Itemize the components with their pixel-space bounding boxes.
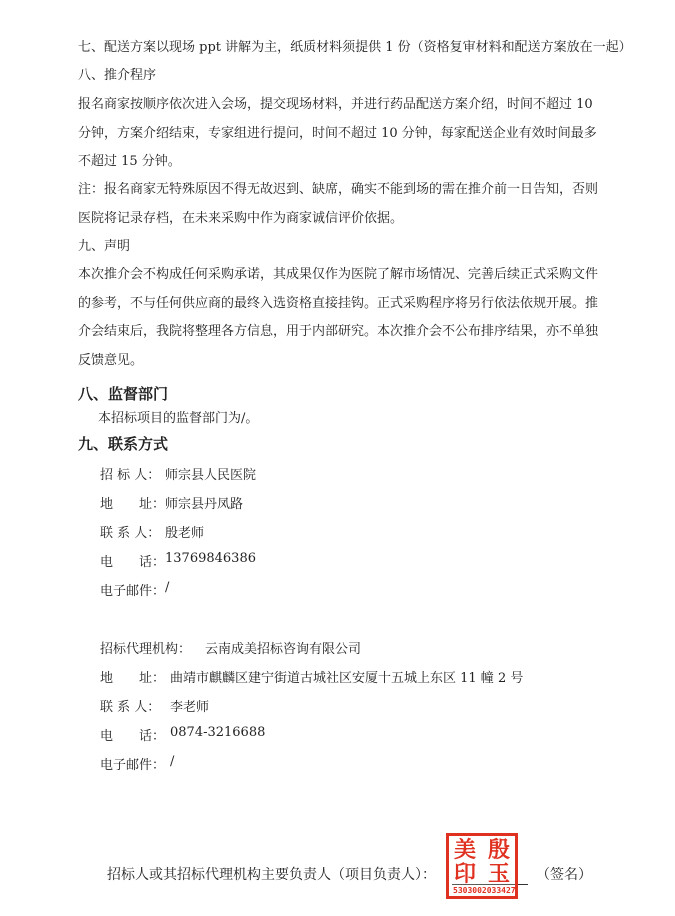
red-seal-stamp: [446, 833, 518, 899]
section-heading: 九、声明: [78, 239, 131, 254]
tenderer-address-label: 地 址：: [100, 497, 166, 512]
agency-phone: 0874-3216688: [170, 725, 266, 740]
tenderer-name: 师宗县人民医院: [165, 468, 257, 483]
doc-line: 反馈意见。: [78, 353, 144, 368]
doc-line: 本次推介会不构成任何采购承诺，其成果仅作为医院了解市场情况、完善后续正式采购文件: [78, 267, 599, 282]
note-line: 医院将记录存档，在未来采购中作为商家诚信评价依据。: [78, 211, 404, 226]
tenderer-contact: 殷老师: [165, 526, 205, 541]
tenderer-email: /: [165, 580, 170, 595]
stamp-char: 美: [454, 838, 477, 863]
stamp-char: 殷: [488, 838, 511, 863]
signature-label: 招标人或其招标代理机构主要负责人（项目负责人）：: [107, 867, 436, 883]
stamp-char: 印: [454, 862, 477, 887]
tenderer-label: 招 标 人：: [100, 468, 161, 483]
doc-line: 介会结束后，我院将整理各方信息，用于内部研究。本次推介会不公布排序结果，亦不单独: [78, 324, 599, 339]
tenderer-address: 师宗县丹凤路: [165, 497, 244, 512]
agency-phone-label: 电 话：: [100, 729, 166, 744]
tenderer-phone-label: 电 话：: [100, 555, 166, 570]
doc-line: 分钟，方案介绍结束，专家组进行提问，时间不超过 10 分钟，每家配送企业有效时间最多: [78, 126, 597, 141]
doc-line: 七、配送方案以现场 ppt 讲解为主，纸质材料须提供 1 份（资格复审材料和配送方案放在一起）: [78, 40, 632, 55]
agency-email-label: 电子邮件：: [100, 758, 166, 773]
section-heading: 八、推介程序: [78, 68, 157, 83]
supervision-heading: 八、监督部门: [78, 385, 169, 403]
agency-contact-label: 联 系 人：: [100, 700, 161, 715]
doc-line: 报名商家按顺序依次进入会场，提交现场材料，并进行药品配送方案介绍，时间不超过 10: [78, 97, 593, 112]
tenderer-phone: 13769846386: [165, 551, 256, 566]
agency-contact: 李老师: [170, 700, 210, 715]
doc-line: 不超过 15 分钟。: [78, 154, 181, 169]
doc-line: 的参考，不与任何供应商的最终入选资格直接挂钩。正式采购程序将另行依法依规开展。推: [78, 296, 599, 311]
stamp-char: 玉: [488, 862, 511, 887]
agency-email: /: [170, 754, 175, 769]
agency-label: 招标代理机构：: [100, 642, 192, 657]
agency-name: 云南成美招标咨询有限公司: [205, 642, 362, 657]
agency-address: 曲靖市麒麟区建宁街道古城社区安厦十五城上东区 11 幢 2 号: [170, 671, 524, 686]
tenderer-contact-label: 联 系 人：: [100, 526, 161, 541]
note-line: 注：报名商家无特殊原因不得无故迟到、缺席，确实不能到场的需在推介前一日告知，否则: [78, 182, 599, 197]
signature-suffix: （签名）: [536, 867, 592, 883]
stamp-code: 5303002033427: [453, 886, 516, 895]
agency-address-label: 地 址：: [100, 671, 166, 686]
contact-heading: 九、联系方式: [78, 435, 169, 453]
tenderer-email-label: 电子邮件：: [100, 584, 166, 599]
supervision-text: 本招标项目的监督部门为/。: [98, 411, 259, 426]
